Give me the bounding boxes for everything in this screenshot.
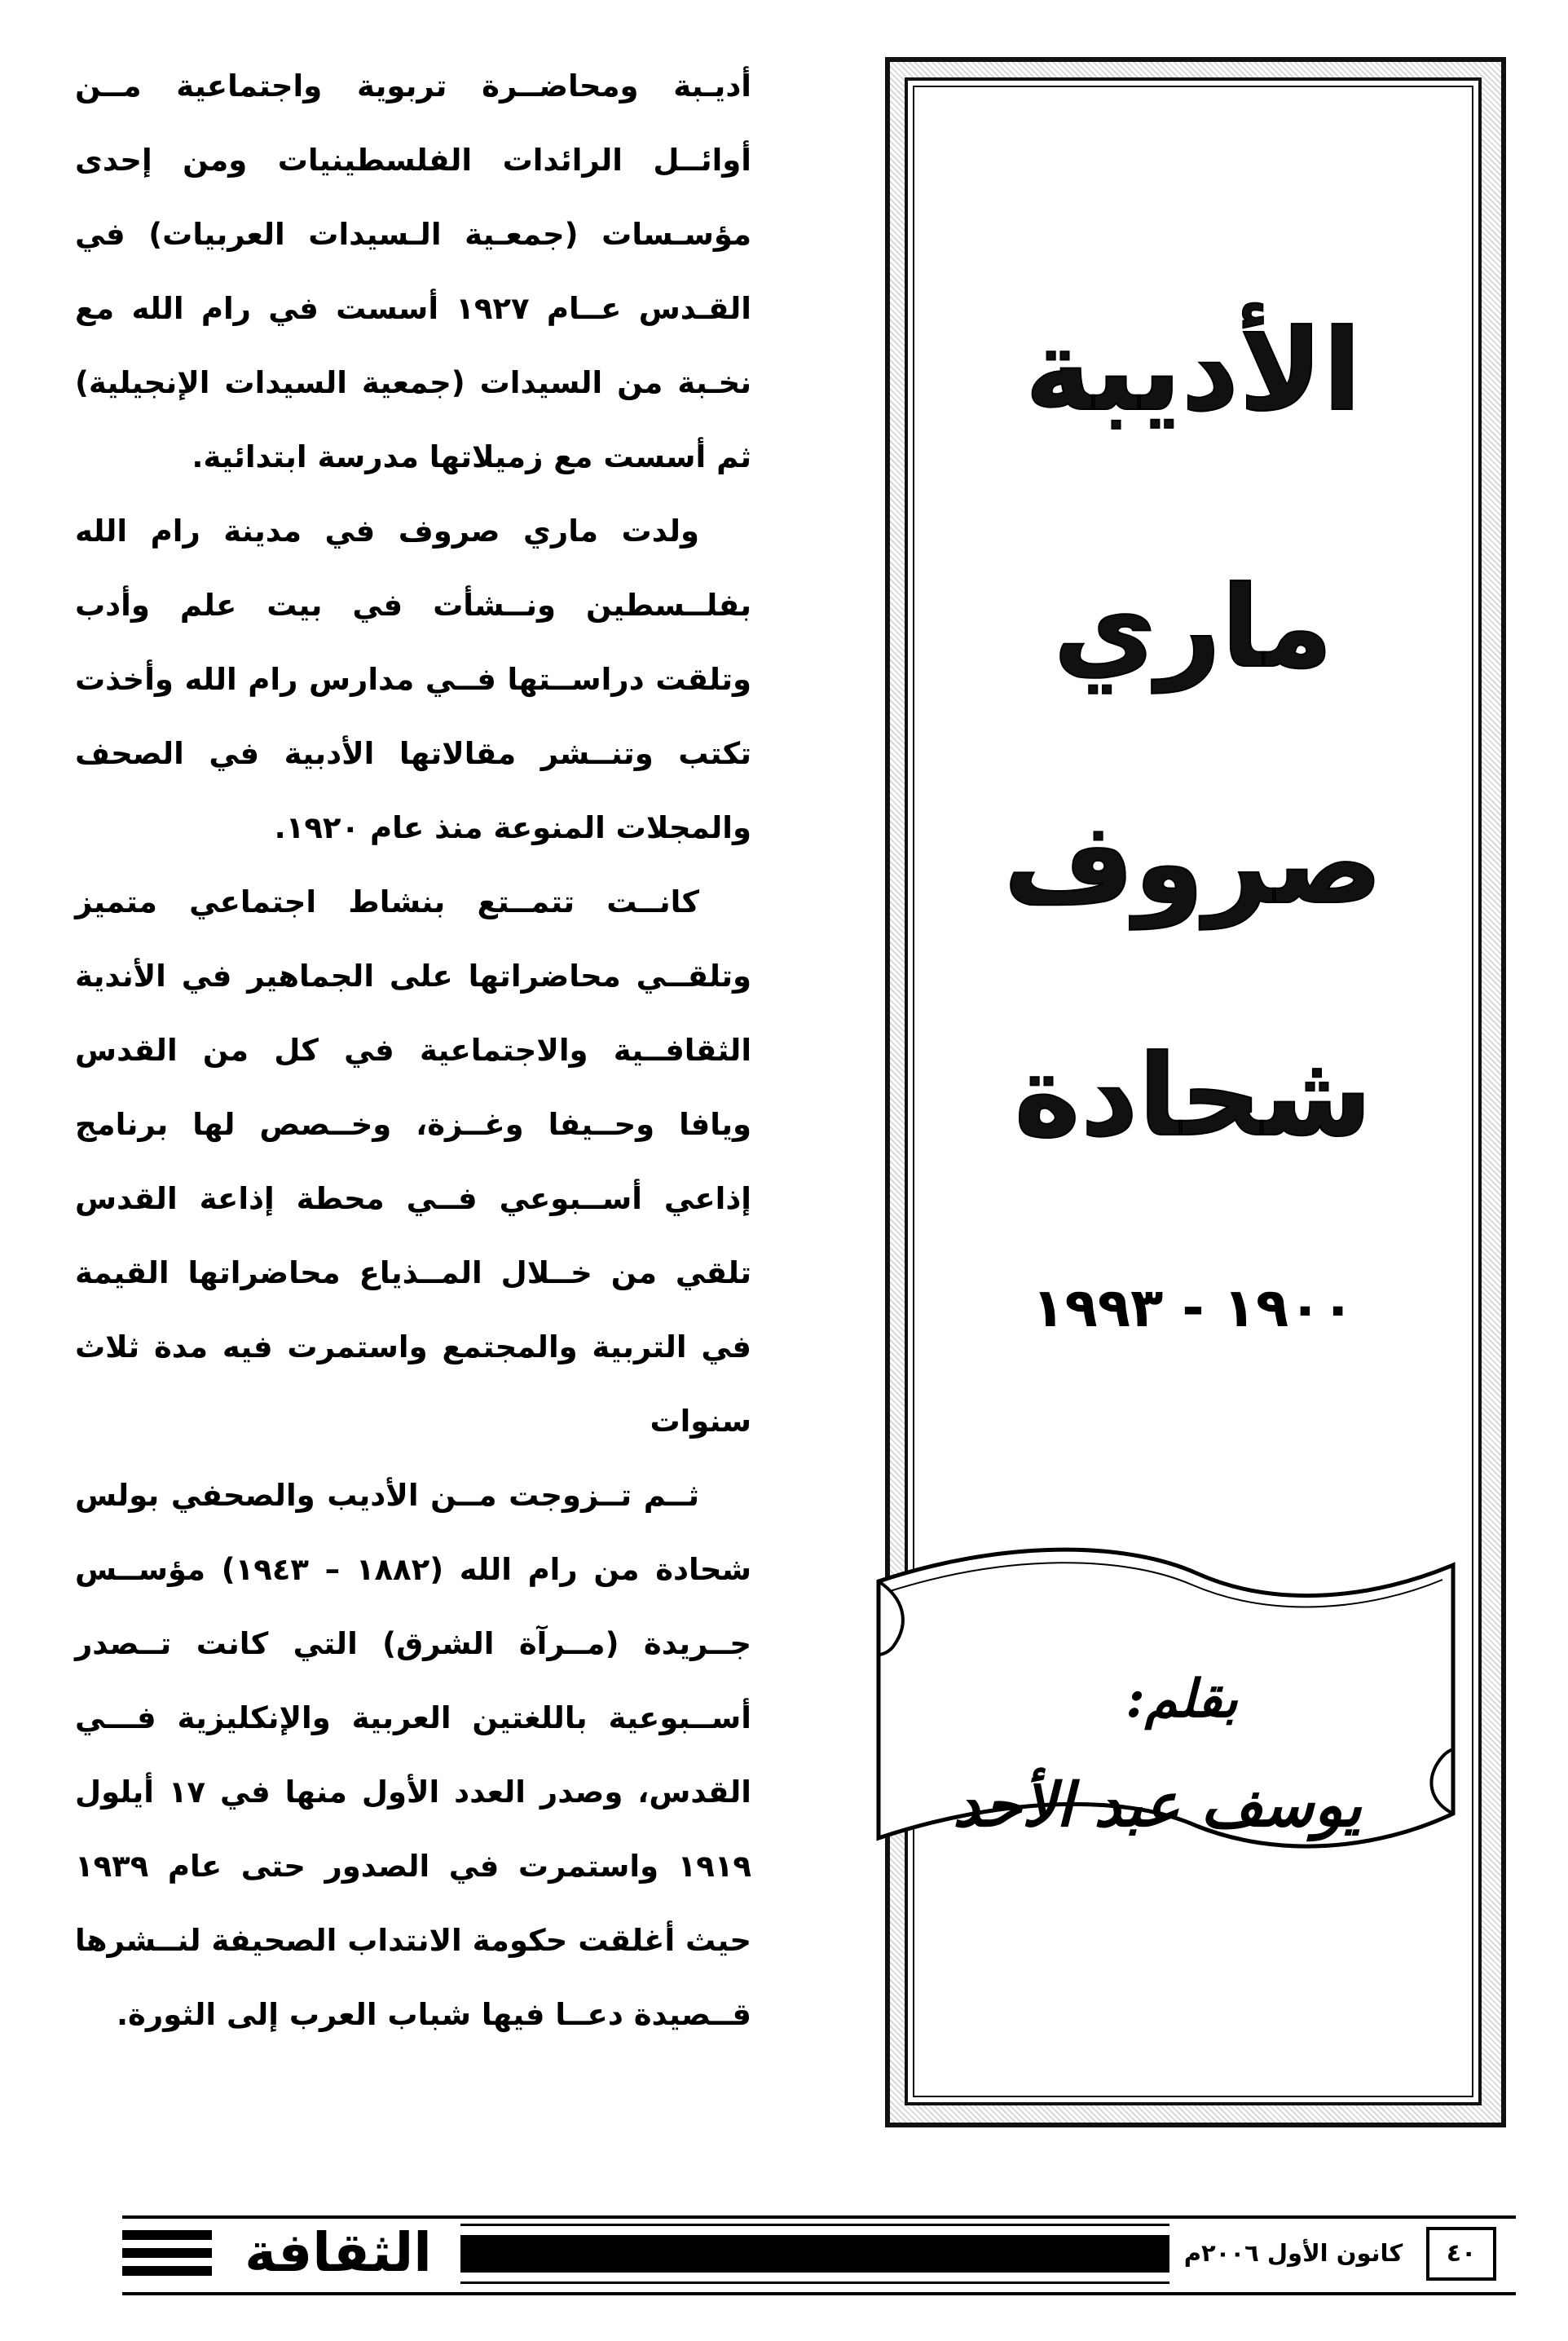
article-paragraph-4: ثــم تــزوجت مــن الأديب والصحفي بولس شحادة من رام الله (١٨٨٢ – ١٩٤٣) مؤســس جــريدة (مــرآة الشرق) التي كانت تــصدر أســبوعية باللغتين العربية والإنكليزية فـــي القدس، وصدر العدد الأول منها في ١٧ أيلول ١٩١٩ واستمرت في الصدور حتى عام ١٩٣٩ حيث أغلقت حكومة الانتداب الصحيفة لنــشرها قــصيدة دعــا فيها شباب العرب إلى الثورة. xyxy=(75,1478,751,2032)
footer-rule-bottom xyxy=(122,2292,1516,2295)
title-word-3: صروف xyxy=(1003,798,1383,929)
article-paragraph-1: أديـبة ومحاضــرة تربوية واجتماعية مــن أوائــل الرائدات الفلسطينيات ومن إحدى مؤسـسات (جمعـية الـسيدات العربيات) في القـدس عــام ١٩٢٧ أسست في رام الله مع نخـبة من السيدات (جمعية السيدات الإنجيلية) ثم أسست مع زميلاتها مدرسة ابتدائية. xyxy=(75,68,751,474)
title-word-2: ماري xyxy=(1053,562,1333,693)
page-number: ٤٠ xyxy=(1426,2227,1496,2281)
article-paragraph-3: كانــت تتمــتع بنشاط اجتماعي متميز وتلقــي محاضراتها على الجماهير في الأندية الثقافــية والاجتماعية في كل من القدس ويافا وحــيفا وغــزة، وخــصص لها برنامج إذاعي أســبوعي فــي محطة إذاعة القدس تلقي من خــلال المــذياع محاضراتها القيمة في التربية والمجتمع واستمرت فيه مدة ثلاث سنوات xyxy=(75,884,751,1439)
page-footer xyxy=(122,2215,1516,2294)
magazine-title: الثقافة xyxy=(244,2221,432,2284)
title-word-4: شحادة xyxy=(1014,1030,1372,1162)
title-word-1: الأديبة xyxy=(1024,305,1362,436)
issue-date: كانون الأول ٢٠٠٦م xyxy=(1183,2239,1403,2267)
footer-stripes xyxy=(122,2230,212,2281)
article-body xyxy=(75,49,751,2052)
article-paragraph-2: ولدت ماري صروف في مدينة رام الله بفلــسطين ونــشأت في بيت علم وأدب وتلقت دراســتها فــي مدارس رام الله وأخذت تكتب وتنــشر مقالاتها الأدبية في الصحف والمجلات المنوعة منذ عام ١٩٢٠. xyxy=(75,514,751,845)
footer-thick-bar xyxy=(460,2235,1169,2273)
author-name: يوسف عبد الأحد xyxy=(953,1770,1362,1841)
life-years: ١٩٠٠ - ١٩٩٣ xyxy=(1032,1276,1354,1339)
by-label: بقلم: xyxy=(1125,1669,1238,1730)
